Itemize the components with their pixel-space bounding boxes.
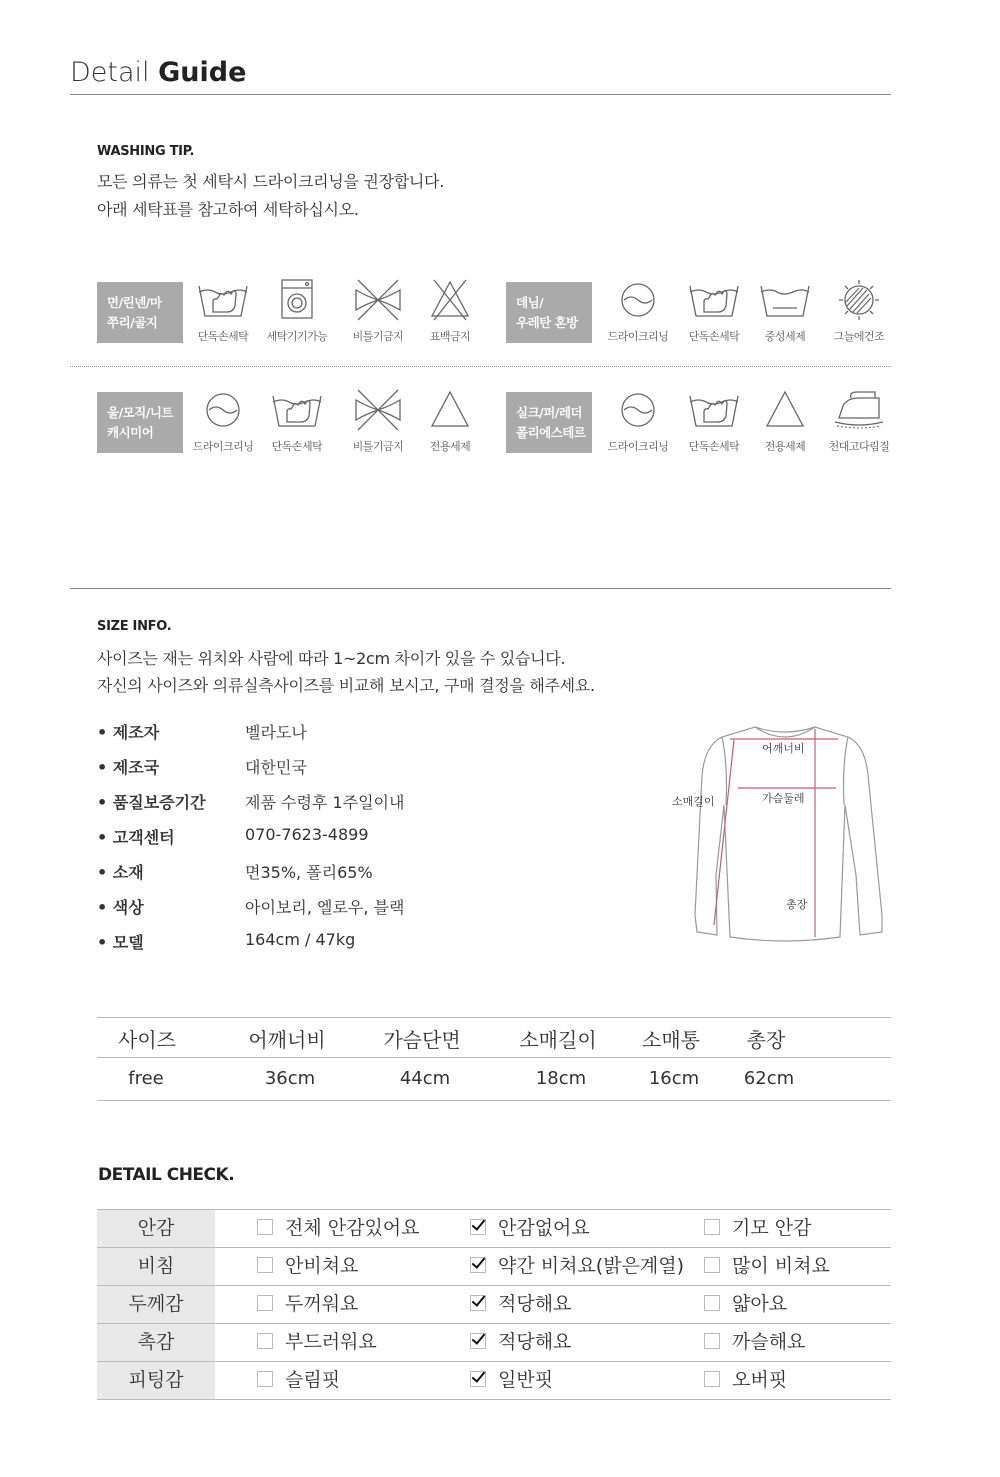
fabric-category-4 [506, 392, 592, 453]
care-symbol [745, 278, 825, 344]
check-option-label: 슬림핏 [285, 1369, 341, 1391]
care-symbol-label: 단독손세탁 [271, 440, 323, 453]
info-key: • 모델 [97, 933, 144, 952]
info-key: • 제조자 [97, 723, 160, 742]
size-table-header: 사이즈 [118, 1028, 176, 1052]
detail-check-title: DETAIL CHECK. [98, 1165, 235, 1185]
checkbox-icon[interactable] [257, 1371, 273, 1387]
hand-wash-icon [674, 278, 754, 322]
care-symbol [410, 278, 490, 344]
fabric-category-line: 폴리에스테르 [516, 425, 586, 440]
info-key: • 품질보증기간 [97, 793, 206, 812]
check-row-label: 비침 [97, 1248, 215, 1285]
check-option-label: 약간 비쳐요(밝은계열) [498, 1255, 685, 1277]
check-option-label: 얇아요 [732, 1293, 788, 1315]
checkbox-icon[interactable] [704, 1257, 720, 1273]
care-symbol-label: 표백금지 [429, 330, 471, 343]
size-table-cell: 36cm [264, 1068, 316, 1089]
fabric-category-line: 울/모직/니트 [107, 405, 174, 420]
care-symbol [183, 278, 263, 344]
hand-wash-icon [257, 388, 337, 432]
size-info-title: SIZE INFO. [97, 619, 172, 634]
check-option[interactable] [704, 1286, 787, 1323]
check-option[interactable] [257, 1210, 420, 1247]
iron-cloth-icon [819, 388, 899, 432]
check-option[interactable] [257, 1362, 340, 1399]
check-row-label: 피팅감 [97, 1362, 215, 1399]
table-rule [97, 1057, 891, 1058]
diagram-label-shoulder: 어깨너비 [762, 742, 805, 755]
size-table-header: 소매통 [642, 1028, 700, 1052]
care-symbol [183, 388, 263, 454]
check-row-label: 두께감 [97, 1286, 215, 1323]
diagram-label-chest: 가슴둘레 [762, 792, 805, 805]
checked-checkbox-icon[interactable] [470, 1371, 486, 1387]
info-value: 면35%, 폴리65% [245, 863, 373, 882]
size-table-header: 어깨너비 [248, 1028, 326, 1052]
check-row-label: 촉감 [97, 1324, 215, 1361]
check-option[interactable] [704, 1248, 830, 1285]
check-option-label: 오버핏 [732, 1369, 788, 1391]
washing-divider [70, 366, 891, 367]
no-wring-icon [338, 388, 418, 432]
dry-clean-icon [183, 388, 263, 432]
checkbox-icon[interactable] [257, 1257, 273, 1273]
fabric-category-line: 면/린넨/마 [107, 295, 162, 310]
check-option-label: 안감없어요 [498, 1217, 590, 1239]
fabric-category-line: 쭈리/골지 [107, 315, 158, 330]
care-symbol [257, 278, 337, 344]
check-option[interactable] [470, 1324, 571, 1361]
special-detergent-icon [745, 388, 825, 432]
diagram-label-sleeve: 소매길이 [672, 795, 715, 808]
check-option-label: 전체 안감있어요 [285, 1217, 420, 1239]
checked-checkbox-icon[interactable] [470, 1295, 486, 1311]
check-option-label: 일반핏 [498, 1369, 554, 1391]
info-value: 아이보리, 엘로우, 블랙 [245, 898, 405, 917]
checkbox-icon[interactable] [257, 1219, 273, 1235]
check-option-label: 많이 비쳐요 [732, 1255, 830, 1277]
check-option-label: 두꺼워요 [285, 1293, 359, 1315]
care-symbol-label: 비틀기금지 [352, 330, 404, 343]
check-option[interactable] [470, 1362, 553, 1399]
size-table-cell: 18cm [535, 1068, 587, 1089]
fabric-category-line: 캐시미어 [107, 425, 154, 440]
checked-checkbox-icon[interactable] [470, 1219, 486, 1235]
size-table-cell: 44cm [399, 1068, 451, 1089]
info-key: • 소재 [97, 863, 144, 882]
care-symbol-label: 단독손세탁 [688, 330, 740, 343]
size-table-header: 총장 [746, 1028, 786, 1052]
washing-desc-2: 아래 세탁표를 참고하여 세탁하십시오. [97, 200, 359, 219]
washing-machine-icon [257, 278, 337, 322]
fabric-category-line: 데님/ [516, 295, 544, 310]
checkbox-icon[interactable] [704, 1333, 720, 1349]
fabric-category-line: 우레탄 혼방 [516, 315, 578, 330]
garment-size-diagram [660, 715, 900, 945]
care-symbol [745, 388, 825, 454]
checkbox-icon[interactable] [257, 1295, 273, 1311]
neutral-detergent-icon [745, 278, 825, 322]
washing-title: WASHING TIP. [97, 144, 195, 159]
fabric-category-line: 실크/퍼/레더 [516, 405, 583, 420]
care-symbol [674, 388, 754, 454]
fabric-category-1 [97, 282, 183, 343]
checked-checkbox-icon[interactable] [470, 1257, 486, 1273]
info-key: • 고객센터 [97, 828, 175, 847]
care-symbol [598, 388, 678, 454]
info-key: • 제조국 [97, 758, 160, 777]
size-table-cell: 62cm [743, 1068, 795, 1089]
fabric-category-2 [506, 282, 592, 343]
care-symbol-label: 단독손세탁 [197, 330, 249, 343]
fabric-category-3 [97, 392, 183, 453]
care-symbol-label: 드라이크리닝 [192, 440, 254, 453]
checkbox-icon[interactable] [257, 1333, 273, 1349]
dry-clean-icon [598, 388, 678, 432]
no-wring-icon [338, 278, 418, 322]
care-symbol-label: 전용세제 [764, 440, 806, 453]
header-divider [70, 94, 891, 95]
hand-wash-icon [674, 388, 754, 432]
care-symbol-label: 중성세제 [764, 330, 806, 343]
size-info-desc-1: 사이즈는 재는 위치와 사람에 따라 1~2cm 차이가 있을 수 있습니다. [97, 649, 566, 668]
check-option[interactable] [470, 1286, 571, 1323]
check-option-label: 부드러워요 [285, 1331, 377, 1353]
care-symbol [674, 278, 754, 344]
washing-desc-1: 모든 의류는 첫 세탁시 드라이크리닝을 권장합니다. [97, 172, 444, 191]
diagram-label-length: 총장 [786, 898, 808, 911]
care-symbol [410, 388, 490, 454]
checkbox-icon[interactable] [704, 1295, 720, 1311]
care-symbol [819, 388, 899, 454]
checked-checkbox-icon[interactable] [470, 1333, 486, 1349]
size-table-header: 소매길이 [519, 1028, 597, 1052]
special-detergent-icon [410, 388, 490, 432]
check-option[interactable] [257, 1286, 358, 1323]
care-symbol-label: 드라이크리닝 [607, 330, 669, 343]
info-key: • 색상 [97, 898, 144, 917]
check-option[interactable] [704, 1324, 805, 1361]
check-row-rule [97, 1399, 891, 1400]
size-info-desc-2: 자신의 사이즈와 의류실측사이즈를 비교해 보시고, 구매 결정을 해주세요. [97, 676, 595, 695]
check-option-label: 적당해요 [498, 1331, 572, 1353]
check-option[interactable] [470, 1248, 684, 1285]
care-symbol-label: 세탁기기가능 [266, 330, 328, 343]
care-symbol [819, 278, 899, 344]
care-symbol-label: 천대고다림질 [828, 440, 890, 453]
check-option-label: 적당해요 [498, 1293, 572, 1315]
section-divider [70, 588, 891, 589]
info-value: 대한민국 [245, 758, 307, 777]
check-option-label: 안비쳐요 [285, 1255, 359, 1277]
care-symbol [257, 388, 337, 454]
table-rule [97, 1100, 891, 1101]
care-symbol-label: 드라이크리닝 [607, 440, 669, 453]
size-table-header: 가슴단면 [383, 1028, 461, 1052]
care-symbol [598, 278, 678, 344]
check-option[interactable] [257, 1324, 377, 1361]
info-value: 070-7623-4899 [245, 825, 369, 844]
size-table-cell: 16cm [648, 1068, 700, 1089]
check-option[interactable] [257, 1248, 358, 1285]
care-symbol-label: 전용세제 [429, 440, 471, 453]
check-option-label: 기모 안감 [732, 1217, 812, 1239]
info-value: 벨라도나 [245, 723, 307, 742]
check-option[interactable] [704, 1362, 787, 1399]
checkbox-icon[interactable] [704, 1219, 720, 1235]
check-option[interactable] [470, 1210, 590, 1247]
hand-wash-icon [183, 278, 263, 322]
no-bleach-icon [410, 278, 490, 322]
shade-dry-icon [819, 278, 899, 322]
page-title: Detail Guide [70, 57, 247, 88]
check-row-label: 안감 [97, 1210, 215, 1247]
check-option-label: 까슬해요 [732, 1331, 806, 1353]
info-value: 164cm / 47kg [245, 930, 356, 949]
care-symbol [338, 388, 418, 454]
care-symbol-label: 단독손세탁 [688, 440, 740, 453]
check-option[interactable] [704, 1210, 811, 1247]
checkbox-icon[interactable] [704, 1371, 720, 1387]
table-rule [97, 1017, 891, 1018]
size-table-cell: free [128, 1068, 164, 1089]
care-symbol [338, 278, 418, 344]
care-symbol-label: 비틀기금지 [352, 440, 404, 453]
dry-clean-icon [598, 278, 678, 322]
care-symbol-label: 그늘에건조 [833, 330, 885, 343]
info-value: 제품 수령후 1주일이내 [245, 793, 405, 812]
